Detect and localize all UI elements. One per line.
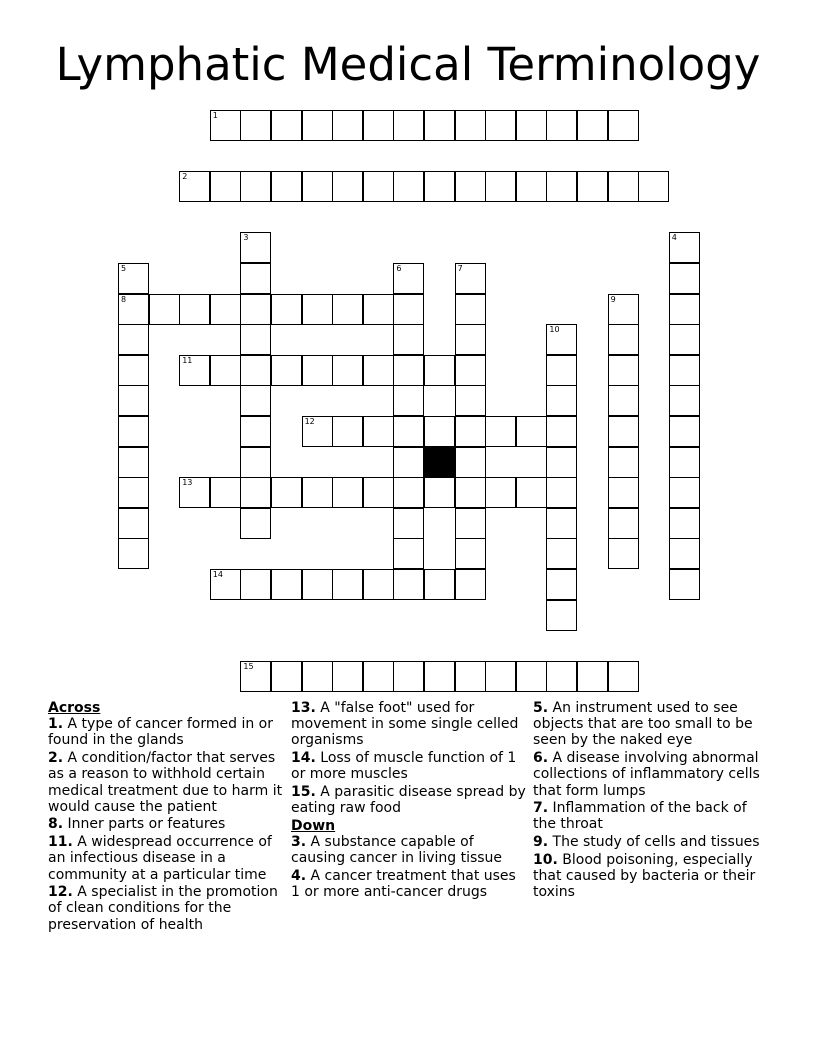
- grid-cell[interactable]: [669, 508, 700, 539]
- grid-cell[interactable]: [546, 324, 577, 355]
- grid-cell[interactable]: [240, 416, 271, 447]
- grid-cell[interactable]: [546, 447, 577, 478]
- grid-cell[interactable]: [271, 477, 302, 508]
- grid-cell[interactable]: [455, 477, 486, 508]
- grid-cell[interactable]: [455, 385, 486, 416]
- clue-6: [533, 750, 773, 799]
- clue-number-label: 10.: [533, 851, 558, 868]
- grid-cell[interactable]: [669, 324, 700, 355]
- grid-cell[interactable]: [424, 171, 455, 202]
- clue-number: 3: [243, 233, 249, 243]
- clue-text: Inflammation of the back of the throat: [533, 800, 747, 833]
- grid-cell[interactable]: [608, 385, 639, 416]
- clue-number-label: 13.: [291, 700, 316, 716]
- clue-number: 10: [549, 325, 560, 335]
- grid-cell[interactable]: [669, 232, 700, 263]
- clue-text: A "false foot" used for movement in some single celled organisms: [291, 700, 519, 749]
- grid-cell[interactable]: [393, 538, 424, 569]
- clue-number-label: 14.: [291, 750, 316, 767]
- grid-cell[interactable]: [210, 171, 241, 202]
- grid-cell[interactable]: [271, 294, 302, 325]
- grid-cell[interactable]: [516, 477, 547, 508]
- grid-cell[interactable]: [669, 569, 700, 600]
- grid-cell[interactable]: [271, 110, 302, 141]
- grid-cell[interactable]: [393, 171, 424, 202]
- clue-text: A disease involving abnormal collections of inflammatory cells that form lumps: [533, 750, 760, 799]
- grid-cell[interactable]: [240, 385, 271, 416]
- grid-cell[interactable]: [149, 294, 180, 325]
- grid-cell[interactable]: [179, 477, 210, 508]
- grid-cell[interactable]: [118, 324, 149, 355]
- grid-cell[interactable]: [516, 110, 547, 141]
- clue-4: [291, 868, 527, 900]
- grid-cell[interactable]: [516, 416, 547, 447]
- grid-cell[interactable]: [240, 477, 271, 508]
- grid-cell[interactable]: [608, 477, 639, 508]
- grid-cell[interactable]: [118, 355, 149, 386]
- grid-cell[interactable]: [546, 661, 577, 692]
- grid-cell[interactable]: [546, 569, 577, 600]
- clue-number-label: 7.: [533, 800, 549, 817]
- clue-column-2: [291, 700, 527, 902]
- grid-cell[interactable]: [546, 416, 577, 447]
- grid-cell[interactable]: [118, 477, 149, 508]
- grid-cell[interactable]: [455, 416, 486, 447]
- grid-cell[interactable]: [608, 538, 639, 569]
- grid-cell[interactable]: [332, 110, 363, 141]
- grid-cell[interactable]: [240, 508, 271, 539]
- clue-number-label: 9.: [533, 834, 549, 851]
- clue-text: A specialist in the promotion of clean conditions for the preservation of health: [48, 884, 278, 933]
- clue-text: An instrument used to see objects that are too small to be seen by the naked eye: [533, 700, 753, 749]
- clue-number: 5: [121, 264, 127, 273]
- grid-cell[interactable]: [240, 232, 271, 263]
- clue-column-1: [48, 700, 284, 934]
- grid-cell[interactable]: [669, 355, 700, 386]
- clue-text: A cancer treatment that uses 1 or more anti-cancer drugs: [291, 868, 516, 901]
- grid-cell[interactable]: [546, 110, 577, 141]
- grid-cell[interactable]: [240, 569, 271, 600]
- grid-cell[interactable]: [363, 416, 394, 447]
- grid-cell[interactable]: [179, 171, 210, 202]
- grid-cell[interactable]: [608, 324, 639, 355]
- grid-cell[interactable]: [210, 477, 241, 508]
- clue-10: [533, 852, 773, 901]
- grid-cell[interactable]: [302, 110, 333, 141]
- grid-cell[interactable]: [577, 661, 608, 692]
- grid-cell[interactable]: [455, 324, 486, 355]
- clue-text: A condition/factor that serves as a reason to withhold certain medical treatment due to harm it would cause the patient: [48, 750, 283, 815]
- grid-cell[interactable]: [118, 385, 149, 416]
- grid-cell[interactable]: [546, 171, 577, 202]
- clue-15: [291, 784, 527, 816]
- grid-cell[interactable]: [546, 385, 577, 416]
- grid-cell[interactable]: [363, 355, 394, 386]
- clue-number-label: 8.: [48, 816, 64, 833]
- clue-number: 11: [182, 355, 193, 365]
- grid-cell[interactable]: [485, 416, 516, 447]
- clue-text: A substance capable of causing cancer in living tissue: [291, 834, 503, 867]
- grid-cell[interactable]: [393, 447, 424, 478]
- clue-number-label: 3.: [291, 834, 307, 851]
- grid-cell[interactable]: [424, 661, 455, 692]
- clue-number: 9: [610, 294, 616, 304]
- clue-number: 8: [121, 294, 127, 304]
- grid-cell[interactable]: [393, 110, 424, 141]
- grid-cell[interactable]: [669, 538, 700, 569]
- grid-cell[interactable]: [302, 416, 333, 447]
- grid-cell[interactable]: [608, 661, 639, 692]
- clue-number-label: 12.: [48, 884, 73, 901]
- grid-cell[interactable]: [393, 477, 424, 508]
- grid-cell[interactable]: [363, 477, 394, 508]
- grid-cell[interactable]: [240, 294, 271, 325]
- grid-cell[interactable]: [455, 171, 486, 202]
- grid-cell[interactable]: [332, 416, 363, 447]
- grid-cell[interactable]: [271, 355, 302, 386]
- clue-2: [48, 750, 284, 815]
- grid-cell[interactable]: [424, 355, 455, 386]
- puzzle-title: Lymphatic Medical Terminology: [55, 38, 761, 91]
- grid-cell[interactable]: [608, 447, 639, 478]
- grid-cell[interactable]: [669, 385, 700, 416]
- grid-cell[interactable]: [669, 477, 700, 508]
- clue-text: A type of cancer formed in or found in the glands: [48, 716, 274, 749]
- grid-cell[interactable]: [608, 171, 639, 202]
- grid-cell[interactable]: [455, 263, 486, 294]
- grid-cell[interactable]: [393, 263, 424, 294]
- grid-cell[interactable]: [118, 416, 149, 447]
- clue-text: Inner parts or features: [63, 816, 226, 833]
- clue-14: [291, 750, 527, 782]
- grid-cell[interactable]: [577, 171, 608, 202]
- grid-cell[interactable]: [210, 294, 241, 325]
- grid-cell[interactable]: [455, 355, 486, 386]
- clue-5: [533, 700, 773, 749]
- clue-12: [48, 884, 284, 933]
- grid-cell[interactable]: [332, 477, 363, 508]
- grid-cell[interactable]: [669, 263, 700, 294]
- grid-cell[interactable]: [393, 416, 424, 447]
- grid-cell[interactable]: [608, 416, 639, 447]
- grid-cell[interactable]: [210, 569, 241, 600]
- grid-cell[interactable]: [455, 538, 486, 569]
- grid-cell[interactable]: [302, 661, 333, 692]
- grid-cell[interactable]: [546, 477, 577, 508]
- clue-text: A widespread occurrence of an infectious disease in a community at a particular time: [48, 834, 272, 883]
- grid-cell[interactable]: [393, 569, 424, 600]
- grid-cell[interactable]: [332, 569, 363, 600]
- clue-text: Blood poisoning, especially that caused by bacteria or their toxins: [533, 851, 756, 901]
- grid-cell[interactable]: [240, 661, 271, 692]
- grid-cell[interactable]: [118, 538, 149, 569]
- grid-cell[interactable]: [240, 447, 271, 478]
- grid-cell[interactable]: [271, 661, 302, 692]
- grid-cell[interactable]: [669, 447, 700, 478]
- clue-number: 7: [457, 264, 463, 273]
- grid-cell[interactable]: [608, 110, 639, 141]
- clue-column-3: [533, 700, 773, 902]
- grid-cell[interactable]: [240, 355, 271, 386]
- grid-cell[interactable]: [546, 508, 577, 539]
- clue-7: [533, 800, 773, 832]
- clue-8: [48, 816, 284, 832]
- grid-cell[interactable]: [638, 171, 669, 202]
- grid-cell[interactable]: [424, 477, 455, 508]
- grid-cell[interactable]: [118, 447, 149, 478]
- grid-cell[interactable]: [516, 661, 547, 692]
- grid-cell[interactable]: [546, 355, 577, 386]
- grid-cell[interactable]: [363, 569, 394, 600]
- grid-cell[interactable]: [485, 171, 516, 202]
- grid-cell[interactable]: [424, 569, 455, 600]
- grid-cell[interactable]: [118, 263, 149, 294]
- grid-cell[interactable]: [455, 661, 486, 692]
- grid-cell[interactable]: [608, 508, 639, 539]
- grid-cell[interactable]: [608, 294, 639, 325]
- clue-1: [48, 716, 284, 748]
- grid-cell[interactable]: [302, 569, 333, 600]
- grid-cell[interactable]: [179, 294, 210, 325]
- grid-cell[interactable]: [669, 294, 700, 325]
- grid-cell[interactable]: [118, 294, 149, 325]
- grid-cell[interactable]: [608, 355, 639, 386]
- clue-number: 14: [212, 570, 223, 579]
- grid-cell[interactable]: [393, 355, 424, 386]
- grid-cell[interactable]: [302, 355, 333, 386]
- black-cell: [424, 447, 455, 478]
- grid-cell[interactable]: [546, 538, 577, 569]
- clue-number-label: 11.: [48, 834, 73, 851]
- grid-cell[interactable]: [577, 110, 608, 141]
- clue-number: 15: [243, 661, 254, 671]
- grid-cell[interactable]: [332, 661, 363, 692]
- grid-cell[interactable]: [240, 263, 271, 294]
- grid-cell[interactable]: [363, 661, 394, 692]
- grid-cell[interactable]: [393, 508, 424, 539]
- clue-number-label: 4.: [291, 868, 307, 885]
- grid-cell[interactable]: [302, 477, 333, 508]
- clue-number: 12: [304, 417, 315, 426]
- clue-number-label: 1.: [48, 716, 64, 733]
- grid-cell[interactable]: [240, 324, 271, 355]
- clue-number: 13: [182, 478, 193, 488]
- clue-text: A parasitic disease spread by eating raw food: [291, 784, 526, 817]
- grid-cell[interactable]: [271, 569, 302, 600]
- clue-3: [291, 834, 527, 866]
- grid-cell[interactable]: [393, 294, 424, 325]
- grid-cell[interactable]: [332, 171, 363, 202]
- grid-cell[interactable]: [669, 416, 700, 447]
- across-heading: Across: [48, 700, 101, 716]
- grid-cell[interactable]: [393, 661, 424, 692]
- clue-text: The study of cells and tissues: [548, 834, 760, 851]
- grid-cell[interactable]: [485, 661, 516, 692]
- grid-cell[interactable]: [118, 508, 149, 539]
- grid-cell[interactable]: [240, 110, 271, 141]
- grid-cell[interactable]: [546, 600, 577, 631]
- grid-cell[interactable]: [455, 110, 486, 141]
- clue-11: [48, 834, 284, 883]
- clue-number-label: 5.: [533, 700, 549, 716]
- grid-cell[interactable]: [455, 569, 486, 600]
- grid-cell[interactable]: [271, 171, 302, 202]
- grid-cell[interactable]: [332, 294, 363, 325]
- grid-cell[interactable]: [455, 447, 486, 478]
- grid-cell[interactable]: [179, 355, 210, 386]
- grid-cell[interactable]: [424, 416, 455, 447]
- grid-cell[interactable]: [302, 294, 333, 325]
- clue-number-label: 6.: [533, 750, 549, 767]
- grid-cell[interactable]: [210, 355, 241, 386]
- clue-number: 2: [182, 172, 188, 182]
- grid-cell[interactable]: [363, 110, 394, 141]
- grid-cell[interactable]: [393, 324, 424, 355]
- clue-9: [533, 834, 773, 850]
- grid-cell[interactable]: [210, 110, 241, 141]
- clue-number-label: 15.: [291, 784, 316, 801]
- grid-cell[interactable]: [455, 294, 486, 325]
- grid-cell[interactable]: [332, 355, 363, 386]
- grid-cell[interactable]: [393, 385, 424, 416]
- grid-cell[interactable]: [240, 171, 271, 202]
- grid-cell[interactable]: [302, 171, 333, 202]
- clue-13: [291, 700, 527, 749]
- grid-cell[interactable]: [516, 171, 547, 202]
- clue-text: Loss of muscle function of 1 or more muscles: [291, 750, 517, 783]
- grid-cell[interactable]: [455, 508, 486, 539]
- grid-cell[interactable]: [485, 110, 516, 141]
- clue-number: 1: [212, 111, 218, 120]
- grid-cell[interactable]: [485, 477, 516, 508]
- clue-number: 4: [671, 233, 677, 243]
- grid-cell[interactable]: [424, 110, 455, 141]
- clue-number: 6: [396, 264, 402, 273]
- clue-number-label: 2.: [48, 750, 64, 767]
- down-heading: Down: [291, 817, 336, 834]
- grid-cell[interactable]: [363, 294, 394, 325]
- grid-cell[interactable]: [363, 171, 394, 202]
